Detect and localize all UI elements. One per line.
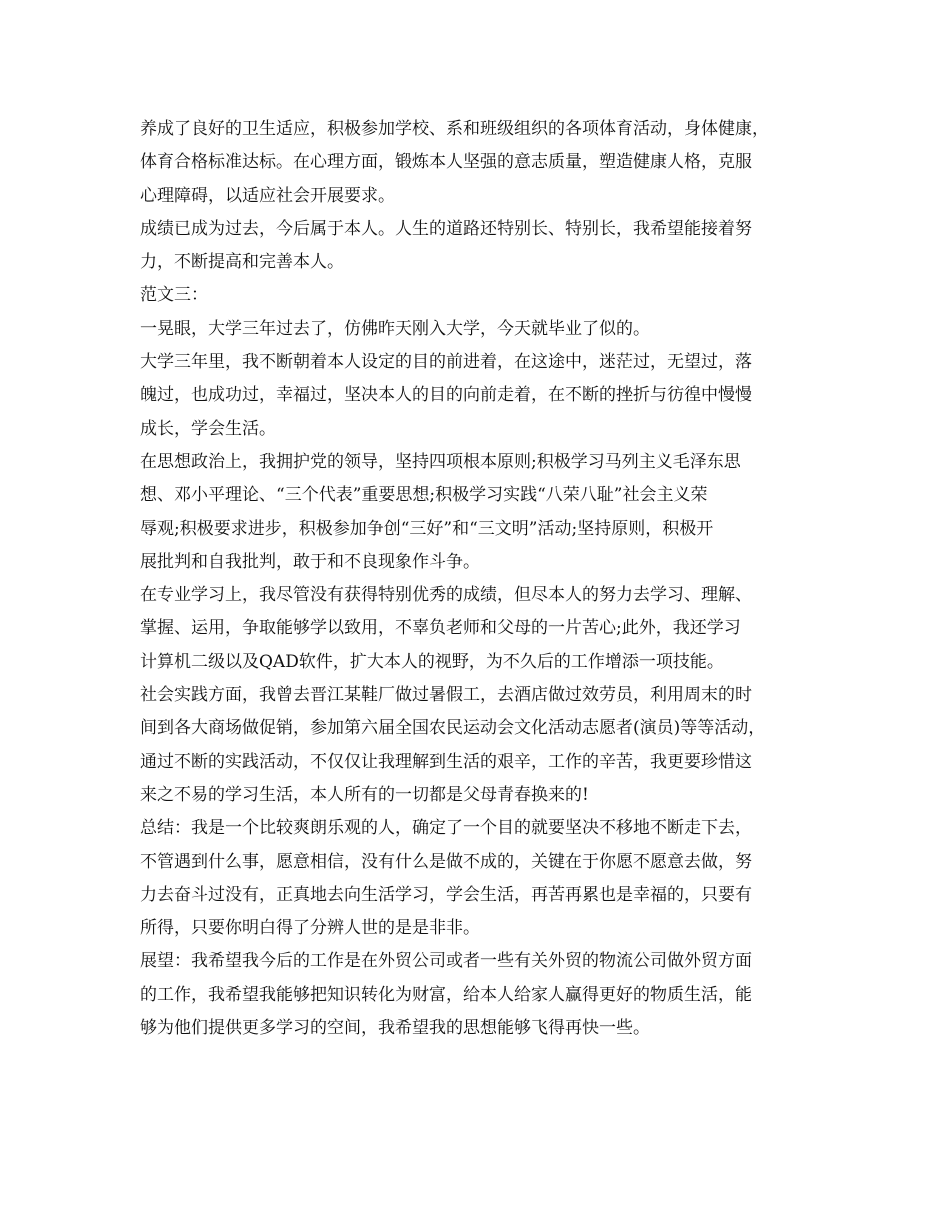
section-heading-sample-three <box>140 279 840 312</box>
document-body <box>140 113 840 1045</box>
text-line: 通过不断的实践活动，不仅仅让我理解到生活的艰辛，工作的辛苦，我更要珍惜这 <box>140 751 752 772</box>
text-line: 大学三年里，我不断朝着本人设定的目的前进着，在这途中，迷茫过，无望过，落 <box>140 352 752 373</box>
text-line: 范文三： <box>140 285 208 306</box>
text-line: 总结：我是一个比较爽朗乐观的人，确定了一个目的就要坚决不移地不断走下去， <box>140 818 752 839</box>
paragraph-professional-study <box>140 579 840 679</box>
text-line: 在专业学习上，我尽管没有获得特别优秀的成绩，但尽本人的努力去学习、理解、 <box>140 585 752 606</box>
text-line: 力，不断提高和完善本人。 <box>140 252 344 273</box>
text-line: 不管遇到什么事，愿意相信，没有什么是做不成的，关键在于你愿不愿意去做，努 <box>140 851 752 872</box>
text-line: 所得，只要你明白得了分辨人世的是是非非。 <box>140 918 480 939</box>
text-line: 体育合格标准达标。在心理方面，锻炼本人坚强的意志质量，塑造健康人格，克服 <box>140 152 752 173</box>
text-line: 计算机二级以及QAD软件，扩大本人的视野，为不久后的工作增添一项技能。 <box>140 651 724 672</box>
paragraph-social-practice <box>140 679 840 812</box>
paragraph-hygiene-health <box>140 113 840 213</box>
text-line: 养成了良好的卫生适应，积极参加学校、系和班级组织的各项体育活动，身体健康， <box>140 119 769 139</box>
text-line: 掌握、运用，争取能够学以致用，不辜负老师和父母的一片苦心;此外，我还学习 <box>140 618 741 639</box>
paragraph-political-thought <box>140 446 840 579</box>
text-line: 社会实践方面，我曾去晋江某鞋厂做过暑假工，去酒店做过效劳员，利用周末的时 <box>140 685 752 706</box>
text-line: 辱观;积极要求进步，积极参加争创“三好”和“三文明”活动;坚持原则，积极开 <box>140 518 714 539</box>
text-line: 想、邓小平理论、“三个代表”重要思想;积极学习实践“八荣八耻”社会主义荣 <box>140 485 708 506</box>
paragraph-future-hope <box>140 213 840 280</box>
text-line: 一晃眼，大学三年过去了，仿佛昨天刚入大学，今天就毕业了似的。 <box>140 318 650 339</box>
text-line: 心理障碍，以适应社会开展要求。 <box>140 185 395 206</box>
text-line: 展望：我希望我今后的工作是在外贸公司或者一些有关外贸的物流公司做外贸方面 <box>140 951 752 972</box>
text-line: 魄过，也成功过，幸福过，坚决本人的目的向前走着，在不断的挫折与彷徨中慢慢 <box>140 385 752 406</box>
paragraph-outlook <box>140 945 840 1045</box>
text-line: 成绩已成为过去，今后属于本人。人生的道路还特别长、特别长，我希望能接着努 <box>140 218 752 239</box>
text-line: 的工作，我希望我能够把知识转化为财富，给本人给家人赢得更好的物质生活，能 <box>140 984 752 1005</box>
text-line: 在思想政治上，我拥护党的领导，坚持四项根本原则;积极学习马列主义毛泽东思 <box>140 451 741 472</box>
text-line: 力去奋斗过没有，正真地去向生活学习，学会生活，再苦再累也是幸福的，只要有 <box>140 884 752 905</box>
text-line: 来之不易的学习生活，本人所有的一切都是父母青春换来的! <box>140 784 589 805</box>
text-line: 够为他们提供更多学习的空间，我希望我的思想能够飞得再快一些。 <box>140 1018 650 1039</box>
text-line: 展批判和自我批判，敢于和不良现象作斗争。 <box>140 551 480 572</box>
paragraph-three-years <box>140 346 840 446</box>
paragraph-intro <box>140 313 840 346</box>
text-line: 成长，学会生活。 <box>140 418 276 439</box>
paragraph-summary <box>140 812 840 945</box>
text-line: 间到各大商场做促销，参加第六届全国农民运动会文化活动志愿者(演员)等等活动， <box>140 718 766 739</box>
